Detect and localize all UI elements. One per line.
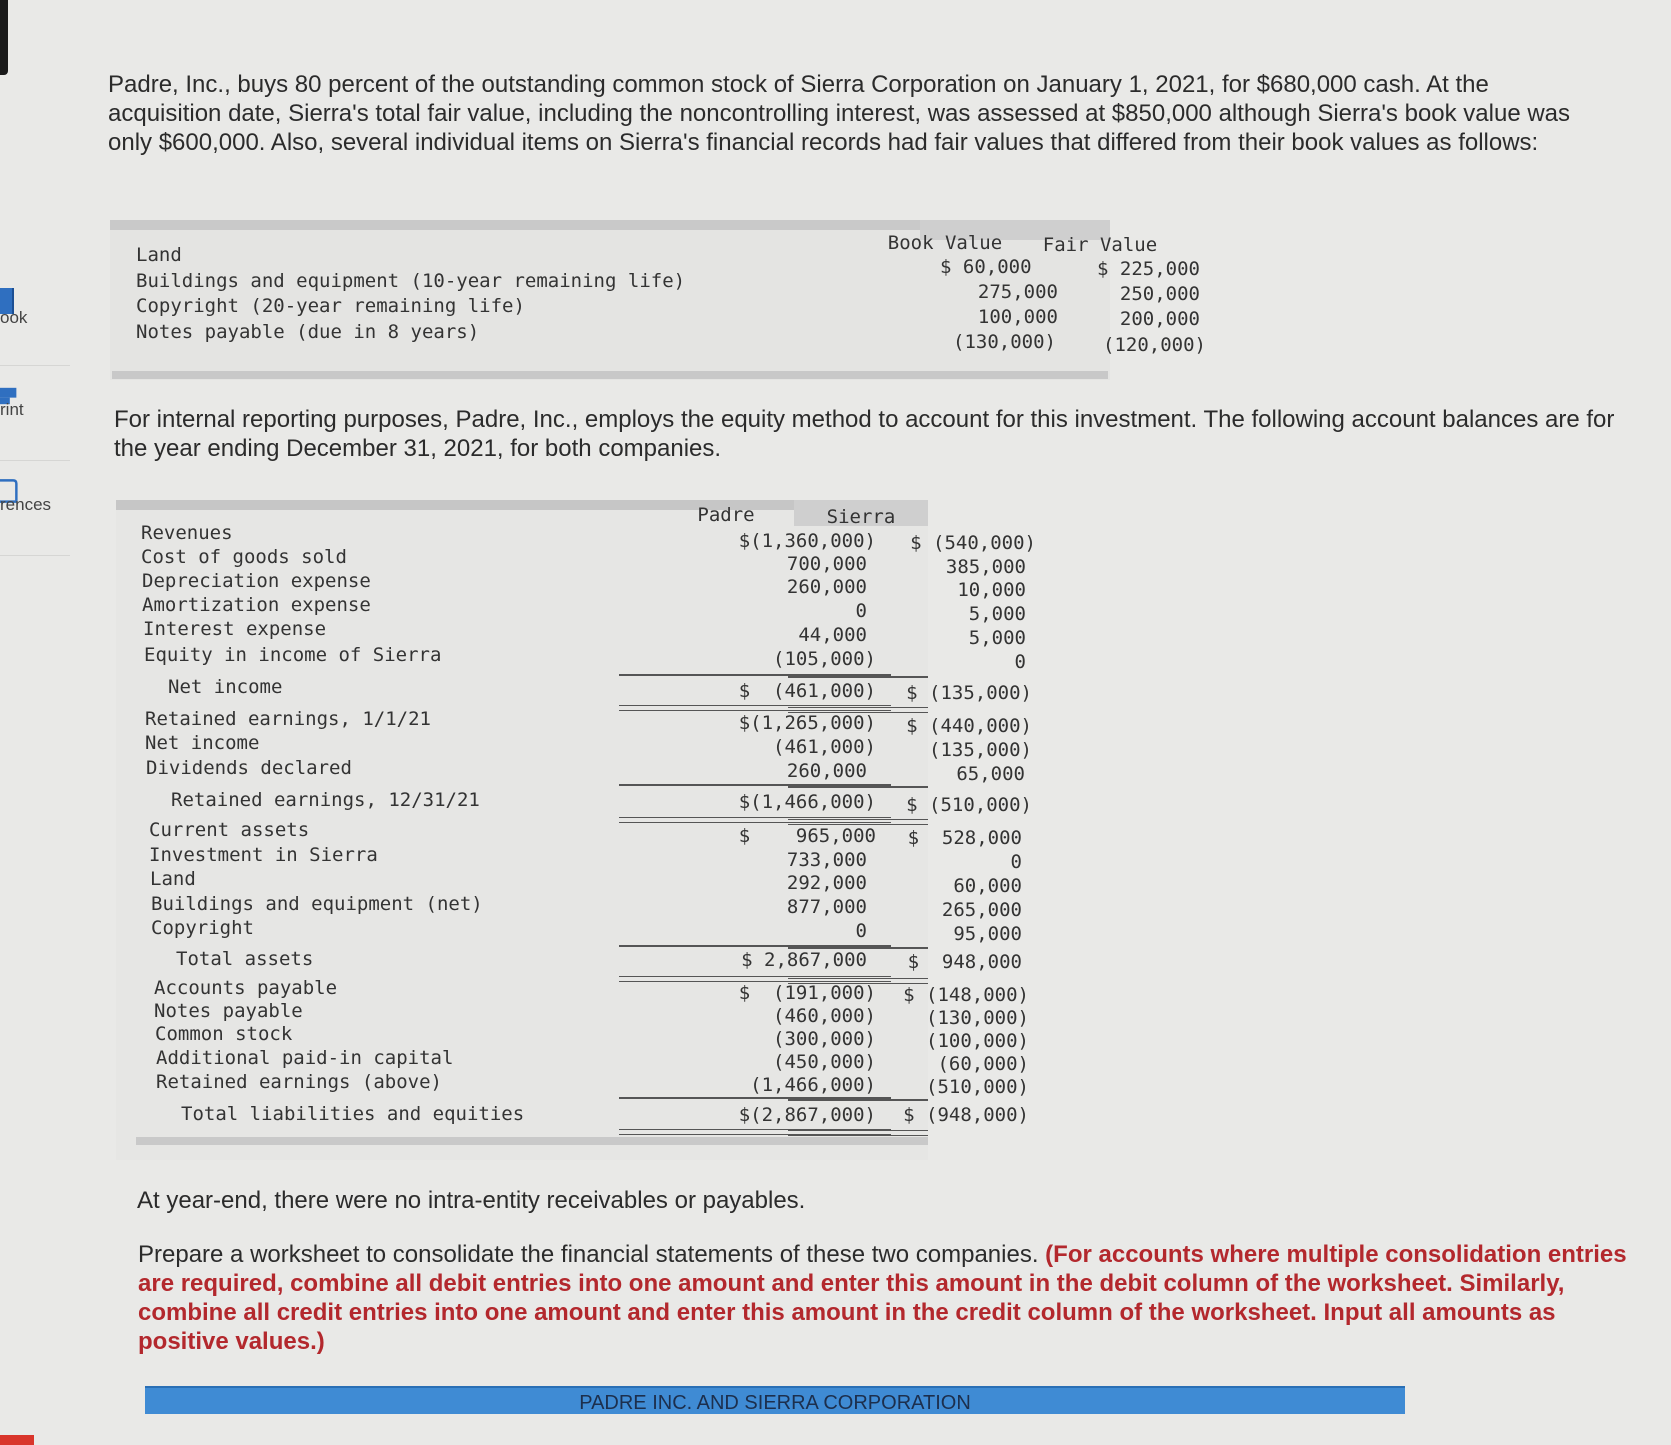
padre-cell: 733,000 [786,849,867,871]
fair-value-cell: (120,000) [1103,334,1206,356]
left-rail [0,0,70,1445]
book-value-header: Book Value [887,232,1003,254]
table-row-label: Notes payable [154,1000,303,1022]
fair-value-cell: 200,000 [1119,308,1200,330]
padre-cell: (450,000) [773,1051,876,1073]
table-row-label: Interest expense [143,618,327,640]
subtotal-underline [788,1099,928,1101]
padre-cell: $(1,265,000) [738,712,876,734]
sierra-cell: 0 [1010,851,1022,873]
book-value-cell: (130,000) [953,331,1056,353]
padre-cell: 700,000 [786,553,867,575]
sierra-header: Sierra [826,506,896,528]
padre-cell: (460,000) [773,1005,876,1027]
sidebar-item-label: rences [0,495,52,514]
sierra-cell: 5,000 [968,603,1026,625]
padre-cell: 260,000 [786,760,867,782]
year-end-note: At year-end, there were no intra-entity receivables or payables. [137,1187,806,1214]
table-row-label: Retained earnings, 1/1/21 [145,708,431,730]
padre-cell: 877,000 [786,896,867,918]
table-row-label: Buildings and equipment (net) [151,893,483,915]
sierra-cell: $ (440,000) [906,715,1032,737]
padre-cell: 0 [855,920,867,942]
rail-top-marker [0,0,8,75]
sierra-cell: 65,000 [956,763,1025,785]
sidebar-item-references[interactable] [0,460,70,556]
fair-value-cell: 250,000 [1119,283,1200,305]
table-row-label: Retained earnings (above) [156,1071,442,1093]
padre-cell: 260,000 [786,576,867,598]
padre-cell: $(2,867,000) [738,1104,876,1126]
padre-cell: $ 2,867,000 [741,949,867,971]
sierra-cell: $ (948,000) [903,1104,1029,1126]
table-row-label: Buildings and equipment (10-year remaining life) [136,270,686,292]
rail-bottom-marker [0,1435,34,1445]
table-row-label: Net income [168,676,283,698]
sierra-cell: (100,000) [926,1030,1029,1052]
book-value-cell: 275,000 [977,281,1058,303]
sierra-cell: 385,000 [945,556,1026,578]
padre-cell: $ 965,000 [738,825,876,847]
table-row-label: Amortization expense [142,594,371,616]
sidebar-item-label: ook [0,308,28,327]
sierra-cell: 60,000 [953,875,1022,897]
padre-cell: $ (191,000) [738,982,876,1004]
book-value-cell: $ 60,000 [940,256,1032,278]
table-row-label: Cost of goods sold [141,546,347,568]
table-row-label: Copyright [151,917,254,939]
subtotal-underline [788,786,928,788]
table-row-label: Additional paid-in capital [156,1047,454,1069]
sierra-cell: (135,000) [929,739,1032,761]
padre-cell: (1,466,000) [750,1074,876,1096]
table-row-label: Net income [145,732,260,754]
fair-value-cell: $ 225,000 [1097,258,1200,280]
subtotal-underline [788,676,928,678]
sierra-cell: $ (510,000) [906,794,1032,816]
table-row-label: Copyright (20-year remaining life) [136,295,525,317]
table-row-label: Land [136,244,182,266]
sierra-cell: 0 [1014,651,1026,673]
sierra-cell: (60,000) [937,1053,1029,1075]
table-row-label: Common stock [155,1023,293,1045]
account-balances-table [116,500,1036,1160]
sidebar-item-print[interactable] [0,365,70,461]
fair-value-header: Fair Value [1042,234,1158,256]
padre-cell: $ (461,000) [738,680,876,702]
padre-cell: 292,000 [786,872,867,894]
table-row-label: Dividends declared [146,757,352,779]
table-row-label: Retained earnings, 12/31/21 [171,789,480,811]
instructions [138,1240,1638,1356]
table-row-label: Current assets [149,819,310,841]
equity-method-text: For internal reporting purposes, Padre, Inc., employs the equity method to account for this investment. The following account balances are for the year ending December 31, 2021, for both companies. [114,406,1615,462]
worksheet-title: PADRE INC. AND SIERRA CORPORATION [579,1392,971,1414]
table-row-label: Accounts payable [154,977,338,999]
sierra-cell: $ 948,000 [907,951,1022,973]
instructions-text: Prepare a worksheet to consolidate the financial statements of these two companies. [138,1241,1046,1268]
table-row-label: Equity in income of Sierra [144,644,442,666]
table-row-label: Land [150,868,196,890]
book-value-cell: 100,000 [977,306,1058,328]
padre-cell: (461,000) [773,736,876,758]
table-row-label: Revenues [141,522,233,544]
instructions-emphasis: (For accounts where multiple consolidation entries are required, combine all debit entries into one amount and enter this amount in the debit column of the worksheet. Similarly, combine all credit entries into one amount and enter this amount in the credit column of the worksheet. Input all amounts as positive values.) [138,1241,1627,1355]
table-bottom-stripe [112,371,1108,379]
table-row-label: Total liabilities and equities [181,1103,525,1125]
total-double-underline [788,1130,928,1136]
sidebar-item-label: rint [0,400,24,419]
table-row-label: Investment in Sierra [149,844,378,866]
padre-header: Padre [697,504,755,526]
table-row-label: Depreciation expense [142,570,371,592]
sierra-cell: $ (540,000) [910,532,1036,554]
table-row-label: Total assets [176,948,314,970]
sierra-cell: $ (135,000) [906,682,1032,704]
problem-intro: Padre, Inc., buys 80 percent of the outstanding common stock of Sierra Corporation on January 1, 2021, for $680,000 cash. At the acquisition date, Sierra's total fair value, including the noncontrolling interest, was assessed at $850,000 although Sierra's book value was only $600,000. Also, several individual items on Sierra's financial records had fair values that differed from their book values as follows: [108,71,1571,156]
sierra-cell: $ (148,000) [903,984,1029,1006]
worksheet-header-bar [145,1386,1405,1414]
table-row-label: Notes payable (due in 8 years) [136,321,480,343]
padre-cell: (300,000) [773,1028,876,1050]
sierra-cell: 95,000 [953,923,1022,945]
padre-cell: 0 [855,600,867,622]
sierra-cell: 10,000 [957,579,1026,601]
padre-cell: $(1,360,000) [738,530,876,552]
sierra-cell: (130,000) [926,1007,1029,1029]
fair-value-table [110,220,1206,380]
padre-cell: (105,000) [773,648,876,670]
padre-cell: $(1,466,000) [738,791,876,813]
sierra-cell: (510,000) [926,1076,1029,1098]
sierra-cell: 265,000 [941,899,1022,921]
table-bottom-stripe [136,1137,928,1145]
sidebar-item-ebook[interactable] [0,270,70,366]
sierra-cell: 5,000 [968,627,1026,649]
sierra-cell: $ 528,000 [907,827,1022,849]
padre-cell: 44,000 [798,624,867,646]
